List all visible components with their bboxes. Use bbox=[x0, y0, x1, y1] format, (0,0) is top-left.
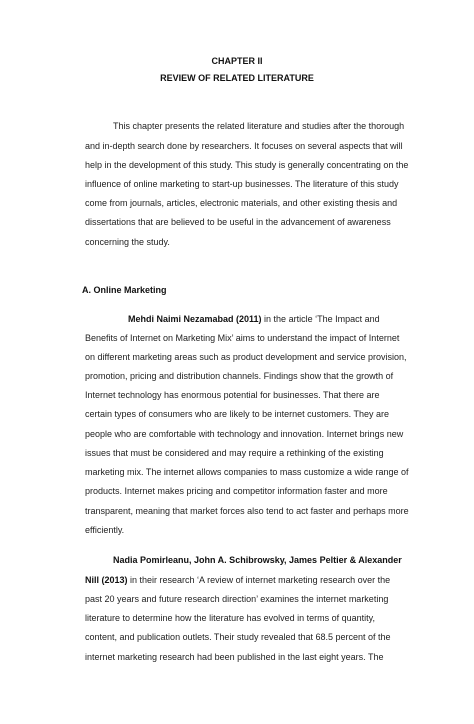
intro-line: influence of online marketing to start-up businesses. The literature of this study bbox=[85, 179, 399, 189]
chapter-label: CHAPTER II bbox=[211, 56, 263, 66]
paragraph-line: promotion, pricing and distribution channels. Findings show that the growth of bbox=[85, 371, 394, 381]
paragraph-line: Benefits of Internet on Marketing Mix’ aims to understand the impact of Internet bbox=[85, 333, 400, 343]
paragraph-line: issues that must be considered and may require a rethinking of the existing bbox=[85, 448, 384, 458]
paragraph-line: past 20 years and future research direction’ examines the internet marketing bbox=[85, 594, 389, 604]
intro-line: This chapter presents the related literature and studies after the thorough bbox=[113, 121, 405, 131]
author-names: Nill (2013) bbox=[85, 575, 128, 585]
paragraph-text: in the article ‘The Impact and bbox=[261, 314, 380, 324]
author-names: Nadia Pomirleanu, John A. Schibrowsky, James Peltier & Alexander bbox=[113, 555, 402, 565]
paragraph-line: transparent, meaning that market forces also tend to act faster and perhaps more bbox=[85, 506, 409, 516]
paragraph-line: marketing mix. The internet allows companies to mass customize a wide range of bbox=[85, 467, 409, 477]
paragraph-line: on different marketing areas such as product development and service provision, bbox=[85, 352, 407, 362]
section-heading: A. Online Marketing bbox=[82, 285, 167, 295]
paragraph-line: efficiently. bbox=[85, 525, 125, 535]
paragraph-line bbox=[113, 554, 402, 566]
paragraph-text: in their research ‘A review of internet marketing research over the bbox=[127, 575, 391, 585]
paragraph-line bbox=[128, 313, 380, 325]
paragraph-line: products. Internet makes pricing and competitor information faster and more bbox=[85, 486, 388, 496]
paragraph-line: people who are comfortable with technology and innovation. Internet brings new bbox=[85, 429, 404, 439]
paragraph-line: literature to determine how the literature has evolved in terms of quantity, bbox=[85, 613, 375, 623]
paragraph-line: Internet technology has enormous potential for businesses. That there are bbox=[85, 390, 380, 400]
paragraph-line bbox=[85, 574, 390, 586]
paragraph-line: internet marketing research had been published in the last eight years. The bbox=[85, 652, 384, 662]
intro-line: help in the development of this study. This study is generally concentrating on the bbox=[85, 160, 409, 170]
chapter-title: REVIEW OF RELATED LITERATURE bbox=[160, 73, 314, 83]
intro-line: come from journals, articles, electronic materials, and other existing thesis and bbox=[85, 198, 398, 208]
paragraph-line: content, and publication outlets. Their study revealed that 68.5 percent of the bbox=[85, 632, 391, 642]
intro-line: dissertations that are believed to be useful in the advancement of awareness bbox=[85, 217, 391, 227]
paragraph-line: certain types of consumers who are likely to be internet customers. They are bbox=[85, 409, 389, 419]
intro-line: concerning the study. bbox=[85, 237, 170, 247]
author-name: Mehdi Naimi Nezamabad (2011) bbox=[128, 314, 262, 324]
intro-line: and in-depth search done by researchers. It focuses on several aspects that will bbox=[85, 141, 403, 151]
